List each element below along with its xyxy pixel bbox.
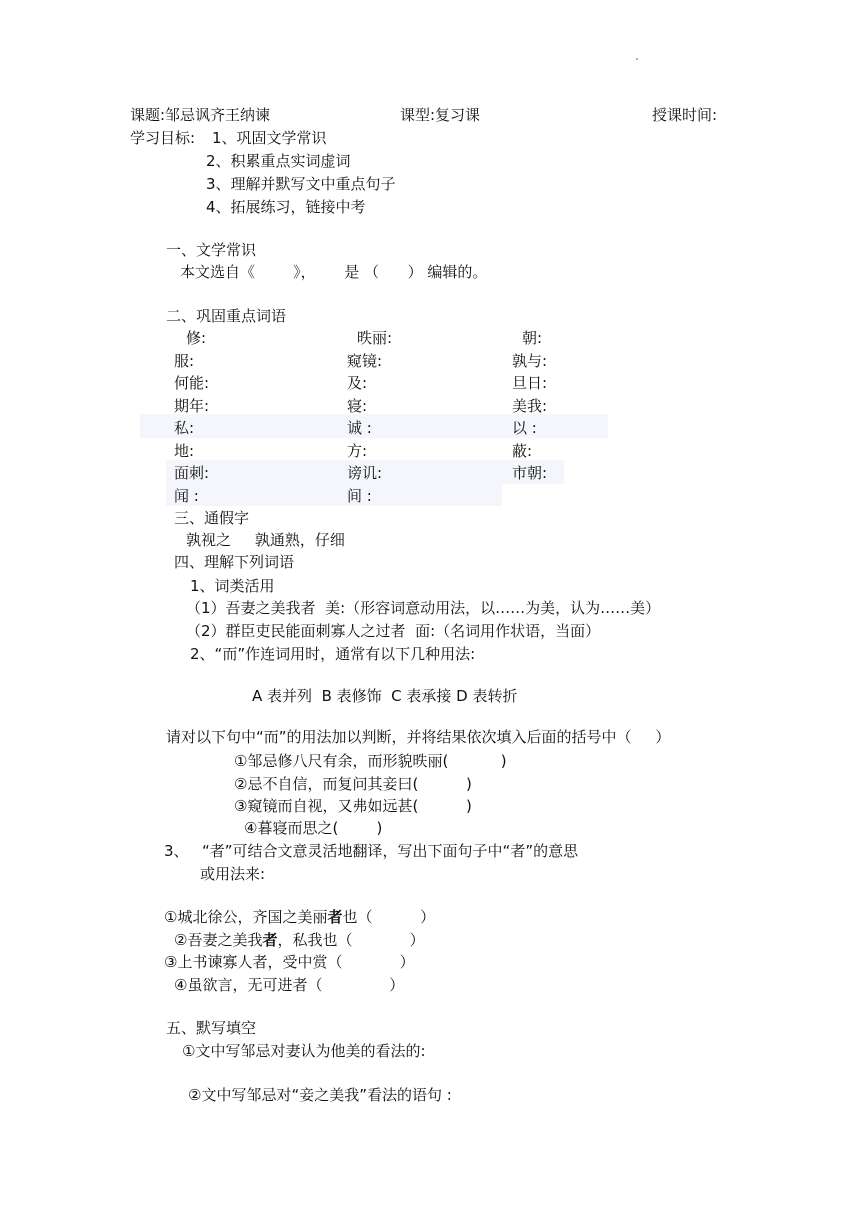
question-prompt: 请对以下句中“而”的用法加以判断，并将结果依次填入后面的括号中（ ） <box>166 728 671 746</box>
vocab-term: 旦日: <box>512 374 548 392</box>
vocab-term: 谤讥: <box>347 464 383 482</box>
zhe-sentence: ②吾妻之美我者，私我也（ ） <box>174 931 425 949</box>
sub-heading: “者”可结合文意灵活地翻译，写出下面句子中“者”的意思 <box>202 842 579 860</box>
section-title: 五、默写填空 <box>166 1019 257 1037</box>
section-title: 四、理解下列词语 <box>174 553 295 571</box>
lesson-time: 授课时间: <box>652 106 718 124</box>
er-sentence: ②忌不自信，而复问其妾曰( ) <box>234 775 472 793</box>
vocab-term: 以 : <box>512 419 537 437</box>
goals-label: 学习目标: <box>130 129 196 147</box>
vocab-shade <box>166 484 502 506</box>
dictation-item: ①文中写邹忌对妻认为他美的看法的: <box>182 1042 426 1060</box>
vocab-term: 寝: <box>347 397 368 415</box>
section-title: 三、通假字 <box>174 509 250 527</box>
vocab-term: 昳丽: <box>357 329 393 347</box>
section-title: 二、巩固重点词语 <box>166 307 287 325</box>
lesson-topic: 课题:邹忌讽齐王纳谏 <box>130 106 271 124</box>
vocab-term: 闻 : <box>174 487 199 505</box>
dictation-item: ②文中写邹忌对“妾之美我”看法的语句 : <box>188 1086 452 1104</box>
vocab-term: 地: <box>174 442 195 460</box>
er-sentence: ③窥镜而自视，又弗如远甚( ) <box>234 797 472 815</box>
zhe-sentence: ④虽欲言，无可进者（ ） <box>174 976 405 994</box>
tongjia-item: 孰视之 孰通熟，仔细 <box>186 531 345 549</box>
zhe-sentence: ①城北徐公，齐国之美丽者也（ ） <box>164 908 436 926</box>
vocab-term: 服: <box>174 352 195 370</box>
vocab-term: 间 : <box>347 487 372 505</box>
vocab-term: 蔽: <box>512 442 533 460</box>
vocab-term: 市朝: <box>512 464 548 482</box>
er-sentence: ④暮寝而思之( ) <box>244 819 383 837</box>
lesson-type: 课型:复习课 <box>400 106 481 124</box>
vocab-term: 美我: <box>512 397 548 415</box>
goal-item: 4、拓展练习，链接中考 <box>206 198 366 216</box>
vocab-term: 期年: <box>174 397 210 415</box>
literature-fill-line: 本文选自《 》， 是 （ ） 编辑的。 <box>180 263 488 281</box>
vocab-term: 修: <box>186 329 207 347</box>
word-usage-item: （1）吾妻之美我者 美:（形容词意动用法，以……为美，认为……美） <box>186 599 661 617</box>
sub-heading: 2、“而”作连词用时，通常有以下几种用法: <box>190 645 476 663</box>
vocab-term: 及: <box>347 374 368 392</box>
goal-item: 2、积累重点实词虚词 <box>206 152 351 170</box>
sub-heading: 1、词类活用 <box>190 577 275 595</box>
vocab-term: 面刺: <box>174 464 210 482</box>
section-title: 一、文学常识 <box>166 241 257 259</box>
sub-heading-cont: 或用法来: <box>200 865 266 883</box>
vocab-shade <box>140 414 608 438</box>
vocab-term: 何能: <box>174 374 210 392</box>
word-usage-item: （2）群臣吏民能面刺寡人之过者 面:（名词用作状语，当面） <box>186 622 601 640</box>
vocab-term: 朝: <box>522 329 543 347</box>
sub-number: 3、 <box>164 842 189 860</box>
page-mark <box>636 58 638 60</box>
zhe-sentence: ③上书谏寡人者，受中赏（ ） <box>164 953 415 971</box>
vocab-term: 私: <box>174 419 195 437</box>
usage-options: A 表并列 B 表修饰 C 表承接 D 表转折 <box>252 687 518 705</box>
goal-item: 1、巩固文学常识 <box>212 129 327 147</box>
er-sentence: ①邹忌修八尺有余，而形貌昳丽( ) <box>234 752 507 770</box>
goal-item: 3、理解并默写文中重点句子 <box>206 175 396 193</box>
vocab-term: 方: <box>347 442 368 460</box>
vocab-term: 孰与: <box>512 352 548 370</box>
vocab-term: 窥镜: <box>347 352 383 370</box>
vocab-term: 诚 : <box>347 419 372 437</box>
